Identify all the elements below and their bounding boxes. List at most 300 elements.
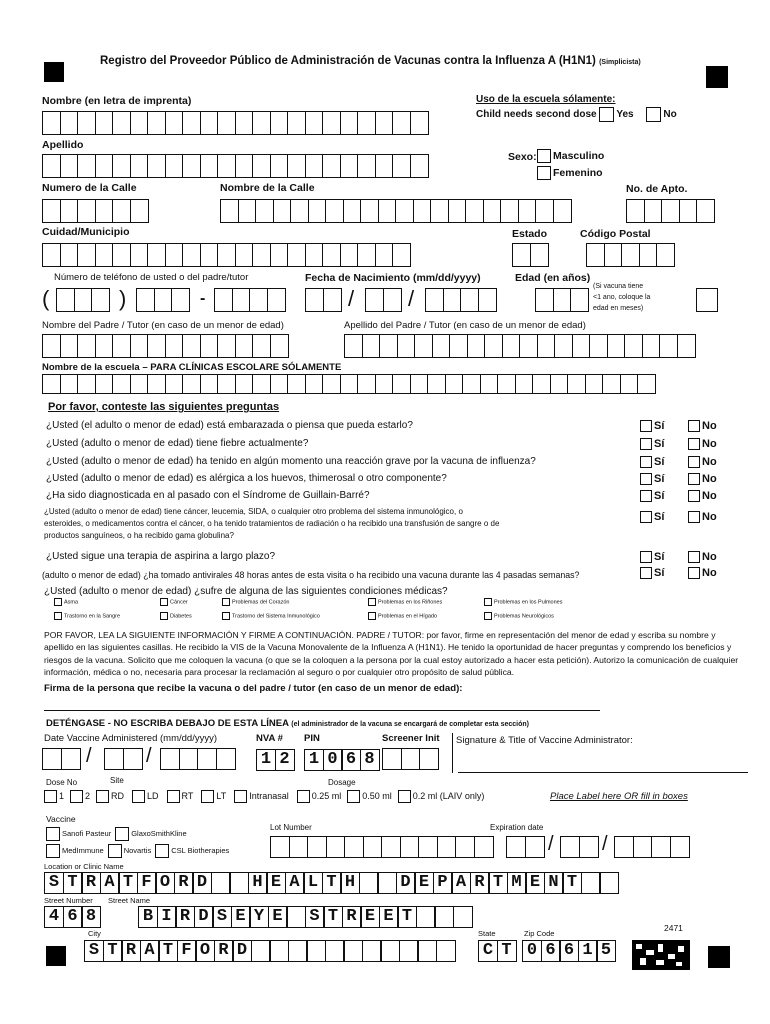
entry-box[interactable] — [255, 199, 274, 223]
answer-si-option[interactable]: Sí — [640, 473, 664, 485]
entry-box[interactable] — [530, 243, 549, 267]
entry-box[interactable] — [679, 199, 698, 223]
street-name-boxes[interactable] — [220, 199, 570, 223]
vaccine-option[interactable]: Sanofi Pasteur — [46, 829, 111, 838]
entry-box[interactable] — [360, 199, 379, 223]
condition-option[interactable]: Problemas Neurológicos — [484, 612, 554, 620]
entry-box[interactable] — [478, 288, 497, 312]
entry-box[interactable] — [74, 288, 93, 312]
entry-box[interactable] — [553, 288, 572, 312]
si-checkbox[interactable] — [640, 438, 652, 450]
entry-box[interactable] — [340, 111, 359, 135]
administrator-signature-line[interactable] — [458, 772, 748, 773]
answer-no-option[interactable]: No — [688, 420, 717, 432]
entry-box[interactable] — [77, 154, 96, 178]
entry-box[interactable] — [425, 288, 444, 312]
entry-box[interactable] — [235, 374, 254, 394]
age-boxes[interactable] — [535, 288, 588, 312]
street-number-boxes[interactable] — [42, 199, 147, 223]
dob-year-boxes[interactable] — [425, 288, 495, 312]
answer-si-option[interactable]: Sí — [640, 456, 664, 468]
entry-box[interactable] — [42, 243, 61, 267]
entry-box[interactable] — [165, 374, 184, 394]
condition-checkbox[interactable] — [160, 612, 168, 620]
entry-box[interactable] — [537, 334, 556, 358]
condition-option[interactable]: Diabetes — [160, 612, 192, 620]
entry-box[interactable] — [448, 199, 467, 223]
entry-box[interactable] — [270, 243, 289, 267]
entry-box[interactable] — [340, 374, 359, 394]
entry-box[interactable] — [602, 374, 621, 394]
entry-box[interactable] — [182, 111, 201, 135]
entry-box[interactable] — [363, 836, 383, 858]
answer-si-option[interactable]: Sí — [640, 567, 664, 579]
entry-box[interactable] — [656, 243, 675, 267]
entry-box[interactable] — [323, 288, 342, 312]
entry-box[interactable] — [637, 374, 656, 394]
entry-box[interactable] — [130, 199, 149, 223]
entry-box[interactable] — [130, 243, 149, 267]
entry-box[interactable] — [614, 836, 634, 858]
entry-box[interactable] — [95, 243, 114, 267]
admin-date-day-boxes[interactable] — [104, 748, 141, 770]
entry-box[interactable] — [112, 243, 131, 267]
state-boxes[interactable] — [512, 243, 547, 267]
entry-box[interactable] — [670, 836, 690, 858]
option-checkbox[interactable] — [44, 790, 57, 803]
entry-box[interactable] — [77, 374, 96, 394]
entry-box[interactable] — [112, 374, 131, 394]
entry-box[interactable] — [419, 748, 439, 770]
entry-box[interactable] — [60, 243, 79, 267]
no-checkbox[interactable] — [688, 511, 700, 523]
entry-box[interactable] — [305, 374, 324, 394]
option-checkbox[interactable] — [167, 790, 180, 803]
entry-box[interactable] — [579, 836, 599, 858]
option-checkbox[interactable] — [70, 790, 83, 803]
si-checkbox[interactable] — [640, 567, 652, 579]
entry-box[interactable] — [589, 334, 608, 358]
female-checkbox[interactable] — [537, 166, 551, 180]
entry-box[interactable] — [639, 243, 658, 267]
entry-box[interactable] — [344, 334, 363, 358]
entry-box[interactable] — [104, 748, 124, 770]
entry-box[interactable] — [375, 111, 394, 135]
school-name-boxes[interactable] — [42, 374, 655, 394]
vaccine-checkbox[interactable] — [155, 844, 169, 858]
condition-checkbox[interactable] — [222, 612, 230, 620]
entry-box[interactable] — [60, 154, 79, 178]
zip-boxes[interactable] — [586, 243, 674, 267]
no-checkbox[interactable] — [688, 567, 700, 579]
entry-box[interactable] — [160, 748, 180, 770]
answer-no-option[interactable]: No — [688, 567, 717, 579]
option-checkbox[interactable] — [96, 790, 109, 803]
entry-box[interactable] — [179, 748, 199, 770]
entry-box[interactable] — [642, 334, 661, 358]
entry-box[interactable] — [95, 111, 114, 135]
answer-no-option[interactable]: No — [688, 438, 717, 450]
entry-box[interactable] — [604, 243, 623, 267]
vaccine-option[interactable]: CSL Biotherapies — [155, 846, 229, 855]
last-name-boxes[interactable] — [42, 154, 427, 178]
entry-box[interactable] — [400, 836, 420, 858]
entry-box[interactable] — [378, 199, 397, 223]
entry-box[interactable] — [535, 199, 554, 223]
parent-first-name-boxes[interactable] — [42, 334, 287, 358]
entry-box[interactable] — [95, 334, 114, 358]
entry-box[interactable] — [506, 836, 526, 858]
entry-box[interactable] — [418, 836, 438, 858]
entry-box[interactable] — [77, 334, 96, 358]
entry-box[interactable] — [357, 374, 376, 394]
si-checkbox[interactable] — [640, 551, 652, 563]
entry-box[interactable] — [626, 199, 645, 223]
entry-box[interactable] — [235, 154, 254, 178]
entry-box[interactable] — [147, 243, 166, 267]
entry-box[interactable] — [147, 154, 166, 178]
entry-box[interactable] — [197, 748, 217, 770]
no-checkbox[interactable] — [688, 490, 700, 502]
option-checkbox[interactable] — [201, 790, 214, 803]
entry-box[interactable] — [322, 243, 341, 267]
entry-box[interactable] — [535, 288, 554, 312]
phone-prefix-boxes[interactable] — [136, 288, 189, 312]
si-checkbox[interactable] — [640, 456, 652, 468]
entry-box[interactable] — [427, 374, 446, 394]
entry-box[interactable] — [483, 199, 502, 223]
entry-box[interactable] — [502, 334, 521, 358]
entry-box[interactable] — [95, 199, 114, 223]
entry-box[interactable] — [42, 199, 61, 223]
entry-box[interactable] — [217, 334, 236, 358]
entry-box[interactable] — [136, 288, 155, 312]
entry-box[interactable] — [235, 243, 254, 267]
entry-box[interactable] — [401, 748, 421, 770]
entry-box[interactable] — [432, 334, 451, 358]
entry-box[interactable] — [273, 199, 292, 223]
condition-option[interactable]: Cáncer — [160, 598, 188, 606]
entry-box[interactable] — [383, 288, 402, 312]
entry-box[interactable] — [322, 111, 341, 135]
entry-box[interactable] — [270, 334, 289, 358]
vaccine-option[interactable]: MedImmune — [46, 846, 104, 855]
entry-box[interactable] — [165, 243, 184, 267]
entry-box[interactable] — [232, 288, 251, 312]
entry-box[interactable] — [305, 288, 324, 312]
expiration-day-boxes[interactable] — [560, 836, 597, 858]
entry-box[interactable] — [395, 199, 414, 223]
entry-box[interactable] — [392, 243, 411, 267]
entry-box[interactable] — [497, 374, 516, 394]
entry-box[interactable] — [217, 374, 236, 394]
entry-box[interactable] — [644, 199, 663, 223]
answer-no-option[interactable]: No — [688, 473, 717, 485]
entry-box[interactable] — [60, 199, 79, 223]
entry-box[interactable] — [308, 199, 327, 223]
condition-checkbox[interactable] — [222, 598, 230, 606]
entry-box[interactable] — [375, 154, 394, 178]
entry-box[interactable] — [165, 154, 184, 178]
entry-box[interactable] — [307, 836, 327, 858]
entry-box[interactable] — [381, 836, 401, 858]
entry-box[interactable] — [430, 199, 449, 223]
entry-box[interactable] — [217, 154, 236, 178]
expiration-year-boxes[interactable] — [614, 836, 688, 858]
entry-box[interactable] — [661, 199, 680, 223]
entry-box[interactable] — [437, 836, 457, 858]
phone-area-boxes[interactable] — [56, 288, 109, 312]
si-checkbox[interactable] — [640, 473, 652, 485]
entry-box[interactable] — [130, 111, 149, 135]
sex-female-option[interactable]: Femenino — [537, 166, 603, 180]
entry-box[interactable] — [220, 199, 239, 223]
entry-box[interactable] — [287, 374, 306, 394]
entry-box[interactable] — [182, 154, 201, 178]
dob-day-boxes[interactable] — [365, 288, 400, 312]
dose-site-option[interactable]: 0.25 ml — [297, 791, 342, 801]
entry-box[interactable] — [572, 334, 591, 358]
lot-number-boxes[interactable] — [270, 836, 492, 858]
entry-box[interactable] — [410, 111, 429, 135]
condition-option[interactable]: Trastorno en la Sangre — [54, 612, 120, 620]
entry-box[interactable] — [214, 288, 233, 312]
screener-initials-boxes[interactable] — [382, 748, 438, 770]
entry-box[interactable] — [249, 288, 268, 312]
entry-box[interactable] — [200, 243, 219, 267]
dob-month-boxes[interactable] — [305, 288, 340, 312]
entry-box[interactable] — [480, 374, 499, 394]
entry-box[interactable] — [270, 154, 289, 178]
entry-box[interactable] — [445, 374, 464, 394]
no-checkbox[interactable] — [688, 551, 700, 563]
answer-no-option[interactable]: No — [688, 456, 717, 468]
answer-si-option[interactable]: Sí — [640, 420, 664, 432]
entry-box[interactable] — [344, 836, 364, 858]
entry-box[interactable] — [553, 199, 572, 223]
entry-box[interactable] — [290, 199, 309, 223]
apt-boxes[interactable] — [626, 199, 714, 223]
entry-box[interactable] — [216, 748, 236, 770]
entry-box[interactable] — [165, 111, 184, 135]
condition-option[interactable]: Trastorno del Sistema Inmunológico — [222, 612, 320, 620]
entry-box[interactable] — [567, 374, 586, 394]
entry-box[interactable] — [382, 748, 402, 770]
entry-box[interactable] — [235, 334, 254, 358]
dose-site-option[interactable]: 2 — [70, 791, 90, 801]
entry-box[interactable] — [200, 374, 219, 394]
condition-option[interactable]: Problemas en los Riñones — [368, 598, 442, 606]
entry-box[interactable] — [677, 334, 696, 358]
entry-box[interactable] — [322, 154, 341, 178]
vaccine-option[interactable]: GlaxoSmithKline — [115, 829, 186, 838]
entry-box[interactable] — [305, 111, 324, 135]
entry-box[interactable] — [77, 199, 96, 223]
condition-checkbox[interactable] — [54, 598, 62, 606]
admin-date-month-boxes[interactable] — [42, 748, 79, 770]
entry-box[interactable] — [42, 374, 61, 394]
entry-box[interactable] — [60, 374, 79, 394]
entry-box[interactable] — [570, 288, 589, 312]
entry-box[interactable] — [77, 243, 96, 267]
condition-checkbox[interactable] — [160, 598, 168, 606]
entry-box[interactable] — [362, 334, 381, 358]
entry-box[interactable] — [56, 288, 75, 312]
option-checkbox[interactable] — [347, 790, 360, 803]
entry-box[interactable] — [200, 111, 219, 135]
dose-site-option[interactable]: 0.2 ml (LAIV only) — [398, 791, 485, 801]
entry-box[interactable] — [147, 111, 166, 135]
parent-last-name-boxes[interactable] — [344, 334, 694, 358]
entry-box[interactable] — [375, 374, 394, 394]
entry-box[interactable] — [252, 111, 271, 135]
dose-site-option[interactable]: Intranasal — [234, 791, 289, 801]
option-checkbox[interactable] — [234, 790, 247, 803]
entry-box[interactable] — [217, 111, 236, 135]
entry-box[interactable] — [182, 374, 201, 394]
entry-box[interactable] — [365, 288, 384, 312]
entry-box[interactable] — [554, 334, 573, 358]
entry-box[interactable] — [270, 836, 290, 858]
vaccine-checkbox[interactable] — [108, 844, 122, 858]
answer-no-option[interactable]: No — [688, 511, 717, 523]
entry-box[interactable] — [95, 154, 114, 178]
entry-box[interactable] — [515, 374, 534, 394]
entry-box[interactable] — [287, 154, 306, 178]
entry-box[interactable] — [585, 374, 604, 394]
entry-box[interactable] — [42, 111, 61, 135]
entry-box[interactable] — [392, 374, 411, 394]
entry-box[interactable] — [550, 374, 569, 394]
age-months-boxes[interactable] — [696, 288, 717, 312]
entry-box[interactable] — [375, 243, 394, 267]
entry-box[interactable] — [182, 334, 201, 358]
vaccine-checkbox[interactable] — [46, 827, 60, 841]
entry-box[interactable] — [305, 154, 324, 178]
entry-box[interactable] — [123, 748, 143, 770]
condition-checkbox[interactable] — [484, 598, 492, 606]
entry-box[interactable] — [500, 199, 519, 223]
expiration-month-boxes[interactable] — [506, 836, 543, 858]
entry-box[interactable] — [42, 748, 62, 770]
entry-box[interactable] — [659, 334, 678, 358]
dose-site-option[interactable]: LD — [132, 791, 159, 801]
entry-box[interactable] — [465, 199, 484, 223]
entry-box[interactable] — [696, 288, 718, 312]
entry-box[interactable] — [238, 199, 257, 223]
entry-box[interactable] — [147, 374, 166, 394]
no-checkbox[interactable] — [688, 473, 700, 485]
entry-box[interactable] — [200, 154, 219, 178]
entry-box[interactable] — [340, 154, 359, 178]
condition-option[interactable]: Problemas en los Pulmones — [484, 598, 562, 606]
entry-box[interactable] — [95, 374, 114, 394]
condition-option[interactable]: Problemas en el Hígado — [368, 612, 437, 620]
entry-box[interactable] — [326, 836, 346, 858]
entry-box[interactable] — [414, 334, 433, 358]
entry-box[interactable] — [287, 111, 306, 135]
entry-box[interactable] — [61, 748, 81, 770]
option-checkbox[interactable] — [132, 790, 145, 803]
condition-checkbox[interactable] — [54, 612, 62, 620]
vaccine-checkbox[interactable] — [115, 827, 129, 841]
dose-site-option[interactable]: RD — [96, 791, 124, 801]
entry-box[interactable] — [410, 374, 429, 394]
entry-box[interactable] — [443, 288, 462, 312]
entry-box[interactable] — [252, 154, 271, 178]
entry-box[interactable] — [77, 111, 96, 135]
condition-option[interactable]: Asma — [54, 598, 78, 606]
entry-box[interactable] — [130, 334, 149, 358]
si-checkbox[interactable] — [640, 511, 652, 523]
entry-box[interactable] — [305, 243, 324, 267]
entry-box[interactable] — [449, 334, 468, 358]
entry-box[interactable] — [322, 374, 341, 394]
entry-box[interactable] — [651, 836, 671, 858]
entry-box[interactable] — [696, 199, 715, 223]
entry-box[interactable] — [252, 374, 271, 394]
answer-si-option[interactable]: Sí — [640, 438, 664, 450]
entry-box[interactable] — [91, 288, 110, 312]
entry-box[interactable] — [165, 334, 184, 358]
entry-box[interactable] — [112, 334, 131, 358]
entry-box[interactable] — [130, 374, 149, 394]
entry-box[interactable] — [200, 334, 219, 358]
answer-si-option[interactable]: Sí — [640, 551, 664, 563]
answer-no-option[interactable]: No — [688, 551, 717, 563]
si-checkbox[interactable] — [640, 490, 652, 502]
si-checkbox[interactable] — [640, 420, 652, 432]
option-checkbox[interactable] — [297, 790, 310, 803]
entry-box[interactable] — [474, 836, 494, 858]
entry-box[interactable] — [112, 154, 131, 178]
entry-box[interactable] — [460, 288, 479, 312]
male-checkbox[interactable] — [537, 149, 551, 163]
entry-box[interactable] — [154, 288, 173, 312]
entry-box[interactable] — [519, 334, 538, 358]
entry-box[interactable] — [484, 334, 503, 358]
entry-box[interactable] — [270, 374, 289, 394]
entry-box[interactable] — [633, 836, 653, 858]
entry-box[interactable] — [357, 243, 376, 267]
condition-checkbox[interactable] — [368, 612, 376, 620]
signature-line[interactable] — [44, 710, 600, 711]
entry-box[interactable] — [624, 334, 643, 358]
entry-box[interactable] — [235, 111, 254, 135]
second-dose-yes-checkbox[interactable] — [599, 107, 614, 122]
entry-box[interactable] — [467, 334, 486, 358]
dose-site-option[interactable]: RT — [167, 791, 194, 801]
entry-box[interactable] — [182, 243, 201, 267]
entry-box[interactable] — [343, 199, 362, 223]
answer-si-option[interactable]: Sí — [640, 511, 664, 523]
entry-box[interactable] — [357, 111, 376, 135]
option-checkbox[interactable] — [398, 790, 411, 803]
entry-box[interactable] — [455, 836, 475, 858]
entry-box[interactable] — [607, 334, 626, 358]
entry-box[interactable] — [60, 334, 79, 358]
dose-site-option[interactable]: 1 — [44, 791, 64, 801]
entry-box[interactable] — [379, 334, 398, 358]
entry-box[interactable] — [289, 836, 309, 858]
entry-box[interactable] — [586, 243, 605, 267]
entry-box[interactable] — [413, 199, 432, 223]
entry-box[interactable] — [147, 334, 166, 358]
dose-site-option[interactable]: 0.50 ml — [347, 791, 392, 801]
entry-box[interactable] — [620, 374, 639, 394]
no-checkbox[interactable] — [688, 456, 700, 468]
condition-checkbox[interactable] — [368, 598, 376, 606]
